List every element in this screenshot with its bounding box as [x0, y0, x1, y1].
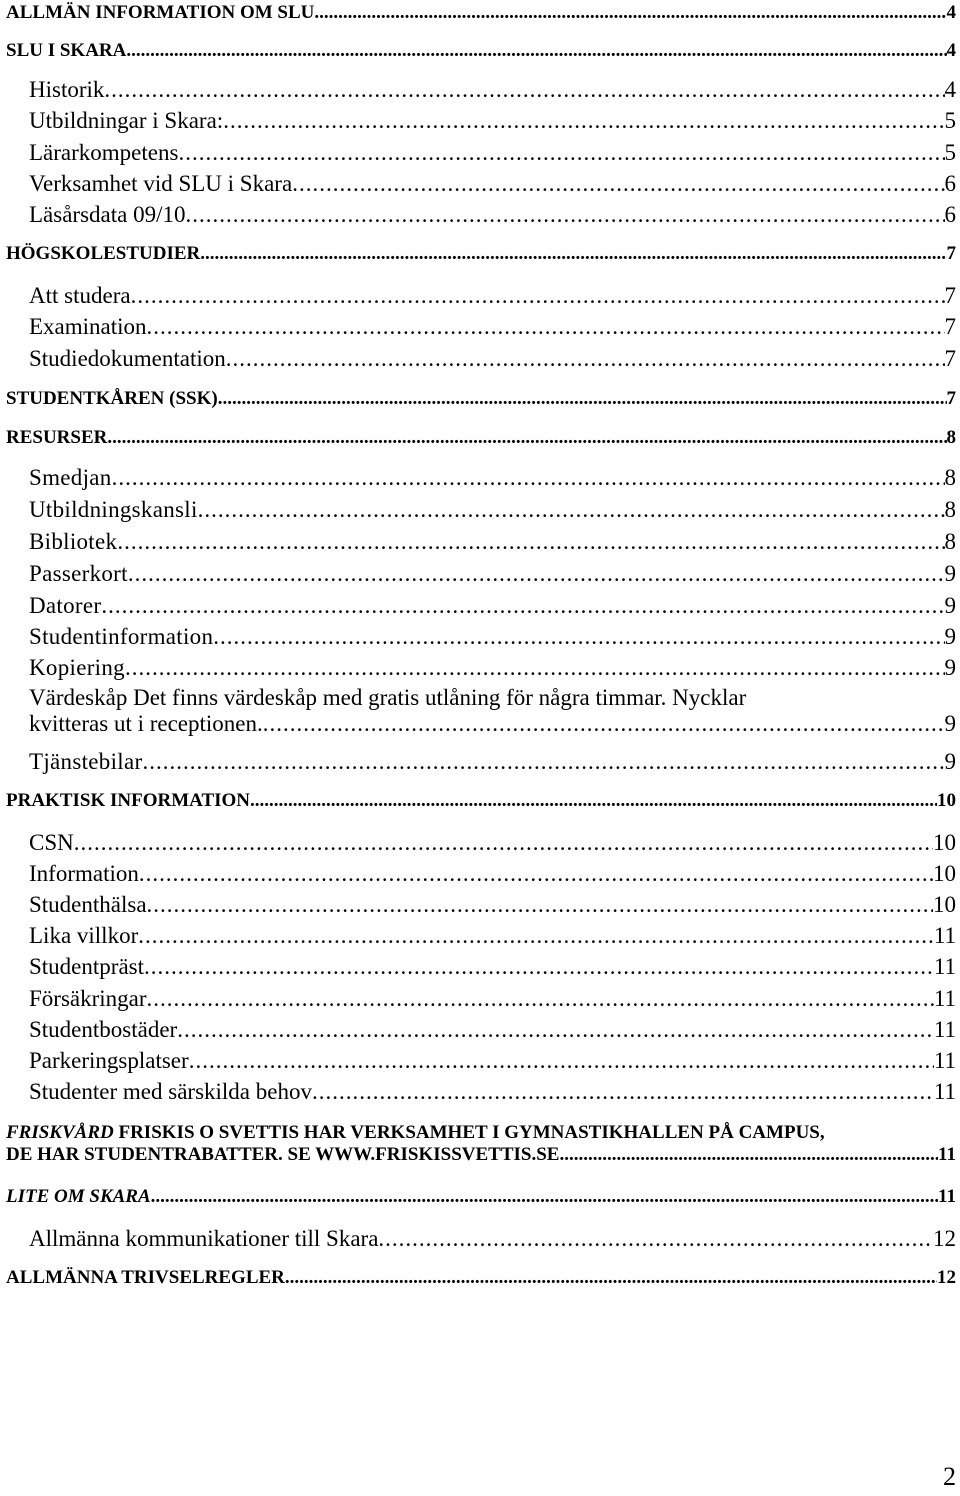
toc-entry-studentbostader[interactable]: Studentbostäder ..... 11	[29, 1017, 956, 1043]
toc-entry-hogskolestudier[interactable]: HÖGSKOLESTUDIER ..... 7	[6, 243, 956, 265]
toc-entry-bibliotek[interactable]: Bibliotek ..... 8	[29, 529, 956, 555]
page-number: 2	[943, 1462, 956, 1491]
toc-entry-kopiering[interactable]: Kopiering ..... 9	[29, 655, 956, 681]
toc-entry-praktisk-information[interactable]: PRAKTISK INFORMATION ..... 10	[6, 790, 956, 812]
toc-entry-studentinformation[interactable]: Studentinformation ..... 9	[29, 624, 956, 650]
toc-entry-studiedokumentation[interactable]: Studiedokumentation ..... 7	[29, 346, 956, 372]
toc-entry-resurser[interactable]: RESURSER ..... 8	[6, 427, 956, 449]
toc-entry-lasarsdata[interactable]: Läsårsdata 09/10 ..... 6	[29, 202, 956, 228]
toc-entry-information[interactable]: Information ..... 10	[29, 861, 956, 887]
toc-entry-utbildningar[interactable]: Utbildningar i Skara: ..... 5	[29, 108, 956, 134]
toc-entry-vardeskap[interactable]: Värdeskåp Det finns värdeskåp med gratis utlåning för några timmar. Nycklar kvitteras ut i receptionen. ..... 9	[29, 685, 956, 737]
toc-entry-lararkompetens[interactable]: Lärarkompetens ..... 5	[29, 140, 956, 166]
toc-entry-verksamhet[interactable]: Verksamhet vid SLU i Skara ..... 6	[29, 171, 956, 197]
toc-entry-tjanstebilar[interactable]: Tjänstebilar ..... 9	[29, 749, 956, 775]
toc-entry-lite-om-skara[interactable]: LITE OM SKARA ..... 11	[6, 1186, 956, 1208]
toc-entry-studentkaren[interactable]: STUDENTKÅREN (SSK) ..... 7	[6, 388, 956, 410]
toc-entry-historik[interactable]: Historik ..... 4	[29, 77, 956, 103]
toc-entry-csn[interactable]: CSN ..... 10	[29, 830, 956, 856]
toc-entry-lika-villkor[interactable]: Lika villkor ..... 11	[29, 923, 956, 949]
toc-entry-att-studera[interactable]: Att studera ..... 7	[29, 283, 956, 309]
toc-entry-studentprast[interactable]: Studentpräst ..... 11	[29, 954, 956, 980]
toc-entry-friskvard[interactable]: FRISKVÅRD FRISKIS O SVETTIS HAR VERKSAMHET I GYMNASTIKHALLEN PÅ CAMPUS, DE HAR STUDENTRABATTER. SE WWW.FRISKISSVETTIS.SE ..... 11	[6, 1122, 956, 1166]
toc-entry-slu-i-skara[interactable]: SLU I SKARA ..... 4	[6, 40, 956, 62]
toc-entry-studenthalsa[interactable]: Studenthälsa ..... 10	[29, 892, 956, 918]
toc-entry-parkeringsplatser[interactable]: Parkeringsplatser ..... 11	[29, 1048, 956, 1074]
toc-entry-passerkort[interactable]: Passerkort ..... 9	[29, 561, 956, 587]
toc-entry-smedjan[interactable]: Smedjan ..... 8	[29, 465, 956, 491]
toc-entry-examination[interactable]: Examination ..... 7	[29, 314, 956, 340]
toc-entry-allmanna-kommunikationer[interactable]: Allmänna kommunikationer till Skara ..... 12	[29, 1226, 956, 1252]
toc-entry-utbildningskansli[interactable]: Utbildningskansli ..... 8	[29, 497, 956, 523]
toc-entry-datorer[interactable]: Datorer ..... 9	[29, 593, 956, 619]
toc-entry-trivselregler[interactable]: ALLMÄNNA TRIVSELREGLER ..... 12	[6, 1267, 956, 1289]
toc-entry-allman-information[interactable]: ALLMÄN INFORMATION OM SLU ..... 4	[6, 2, 956, 24]
toc-entry-studenter-sarskilda-behov[interactable]: Studenter med särskilda behov ..... 11	[29, 1079, 956, 1105]
toc-entry-forsakringar[interactable]: Försäkringar ..... 11	[29, 986, 956, 1012]
